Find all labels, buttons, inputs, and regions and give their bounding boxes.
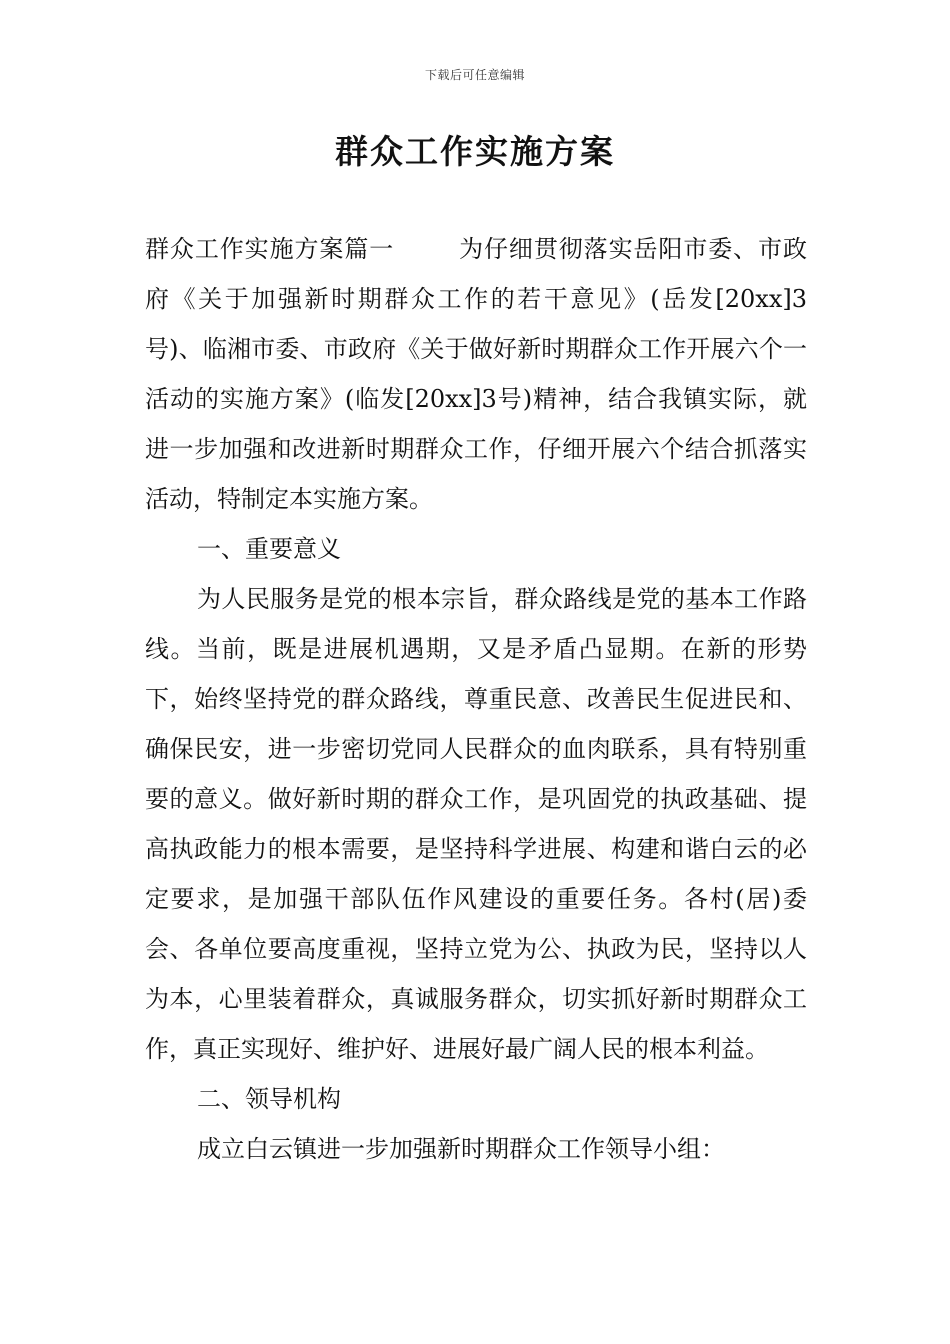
intro-paragraph [145, 224, 807, 524]
intro-label: 群众工作实施方案篇一 [145, 235, 395, 263]
header-note: 下载后可任意编辑 [424, 68, 525, 82]
section-body-leadership: 成立白云镇进一步加强新时期群众工作领导小组： [197, 1135, 725, 1163]
intro-text: 为仔细贯彻落实岳阳市委、市政府《关于加强新时期群众工作的若干意见》(岳发[20xx]3号)、临湘市委、市政府《关于做好新时期群众工作开展六个一活动的实施方案》(临发[20xx]3号)精神，结合我镇实际，就进一步加强和改进新时期群众工作，仔细开展六个结合抓落实活动，特制定本实施方案。 [145, 235, 808, 513]
document-title: 群众工作实施方案 [335, 132, 615, 171]
section-body-significance: 为人民服务是党的根本宗旨，群众路线是党的基本工作路线。当前，既是进展机遇期，又是矛盾凸显期。在新的形势下，始终坚持党的群众路线，尊重民意、改善民生促进民和、确保民安，进一步密切党同人民群众的血肉联系，具有特别重要的意义。做好新时期的群众工作，是巩固党的执政基础、提高执政能力的根本需要，是坚持科学进展、构建和谐白云的必定要求，是加强干部队伍作风建设的重要任务。各村(居)委会、各单位要高度重视，坚持立党为公、执政为民，坚持以人为本，心里装着群众，真诚服务群众，切实抓好新时期群众工作，真正实现好、维护好、进展好最广阔人民的根本利益。 [145, 585, 807, 1063]
document-body [145, 224, 807, 1174]
section-heading-leadership: 二、领导机构 [197, 1085, 341, 1113]
section-heading-significance: 一、重要意义 [197, 535, 341, 563]
